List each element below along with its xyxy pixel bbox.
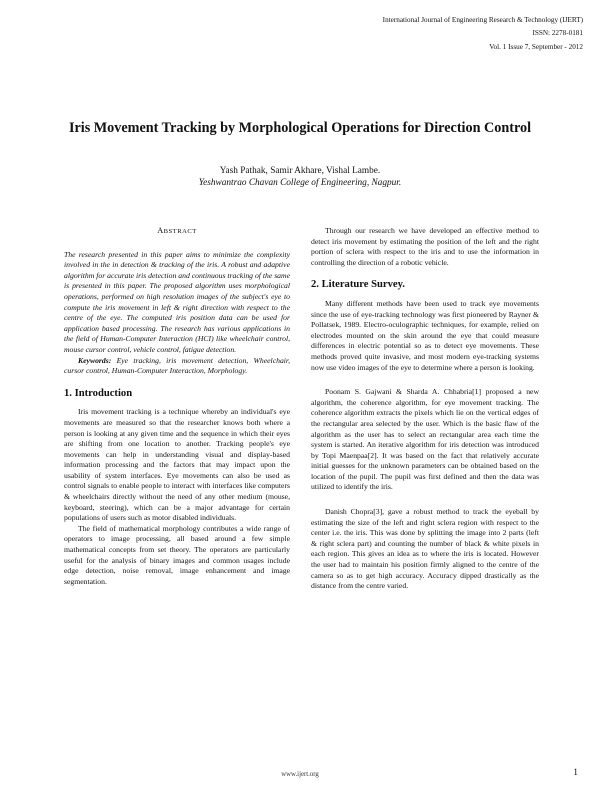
volume-issue: Vol. 1 Issue 7, September - 2012 (489, 43, 583, 51)
journal-name: International Journal of Engineering Research & Technology (IJERT) (382, 16, 583, 24)
intro-paragraph-3: Through our research we have developed an effective method to detect iris movement by estimating the position of the left and the right portion of sclera with respect to the iris and to use the information in controlling the direction of a robotic vehicle. (311, 226, 539, 267)
literature-paragraph-1: Many different methods have been used to track eye movements since the use of eye-tracking technology was first pioneered by Rayner & Pollatsek, 1989. Electro-oculographic techniques, for example, relied on electrodes mounted on the skin around the eye that could measure differences in electric potential so as to detect eye movements. These methods proved quite invasive, and most modern eye-tracking systems now use video images of the eye to determine where a person is looking. (311, 298, 539, 372)
intro-paragraph-2: The field of mathematical morphology contributes a wide range of operators to image processing, all based around a few simple mathematical concepts from set theory. The operators are particularly useful for the analysis of binary images and common usages include edge detection, noise removal, image enhancement and image segmentation. (64, 523, 290, 586)
footer-url: www.ijert.org (281, 771, 319, 778)
intro-heading: 1. Introduction (64, 387, 133, 399)
issn: ISSN: 2278-0181 (532, 29, 583, 37)
literature-paragraph-3: Danish Chopra[3], gave a robust method to track the eyeball by estimating the size of the left and right sclera region with respect to the center i.e. the iris. This was done by splitting the image into 2 parts (left & right sclera part) and counting the number of black & white pixels in each region. This gives an idea as to where the iris is located. However the user had to maintain his position firmly aligned to the centre of the camera so as to get high accuracy. Accuracy dipped drastically as the distance from the centre varied. (311, 507, 539, 591)
left-column (64, 226, 290, 587)
institution: Yeshwantrao Chavan College of Engineering, Nagpur. (198, 178, 402, 188)
page-number: 1 (573, 768, 578, 778)
abstract-heading (64, 226, 290, 238)
authors: Yash Pathak, Samir Akhare, Vishal Lambe. (219, 166, 381, 176)
abstract-text: The research presented in this paper aims to minimize the complexity involved in the in detection & tracking of the iris. A robust and adaptive algorithm for accurate iris detection and continuous tracking of the same is presented in this paper. The proposed algorithm uses morphological operations, performed on high resolution images of the subject's eye to compute the iris movement in left & right direction with respect to the centre of the eye. The computed iris position data can be used for application based processing. The research has various applications in the field of Human-Computer Interaction (HCI) like wheelchair control, mouse cursor control, vehicle control, fatigue detection. (64, 249, 290, 354)
abstract-heading-rest: BSTRACT (163, 228, 197, 235)
literature-paragraph-2: Poonam S. Gajwani & Sharda A. Chhabria[1] proposed a new algorithm, the coherence algorithm, for eye movement tracking. The coherence algorithm extracts the pixels which lie on the vertical edges of the rectangular area selected by the user. Which is the basic flaw of the algorithm as the user has to select an rectangular area each time the system is started. An iterative algorithm for iris detection was introduced by Topi Maenpaa[2]. It was based on the fact that relatively accurate initial guesses for the unknown parameters can be obtained based on the location of the pupil. The pupil was first defined and then the data was utilized to identify the iris. (311, 387, 539, 492)
literature-heading: 2. Literature Survey. (311, 279, 405, 291)
intro-paragraph-1: Iris movement tracking is a technique whereby an individual's eye movements are measured so that the researcher knows both where a person is looking at any given time and the sequence in which their eyes are shifting from one location to another. Tracking people's eye movements can help in understanding visual and display-based information processing and the factors that may impact upon the usability of system interfaces. Eye movements can also be used as control signals to enable people to interact with interfaces like computers & wheelchairs directly without the need of any other medium (mouse, keyboard, steering), which can be a major advantage for certain populations of users such as motor disabled individuals. (64, 407, 290, 523)
keywords (64, 356, 290, 377)
keywords-text: Eye tracking, iris movement detection, Wheelchair, cursor control, Human-Computer Interaction, Morphology. (64, 355, 290, 376)
right-column (311, 226, 539, 592)
keywords-label: Keywords: (78, 355, 112, 365)
abstract-heading-initial: A (157, 226, 164, 235)
paper-title: Iris Movement Tracking by Morphological Operations for Direction Control (68, 120, 532, 136)
